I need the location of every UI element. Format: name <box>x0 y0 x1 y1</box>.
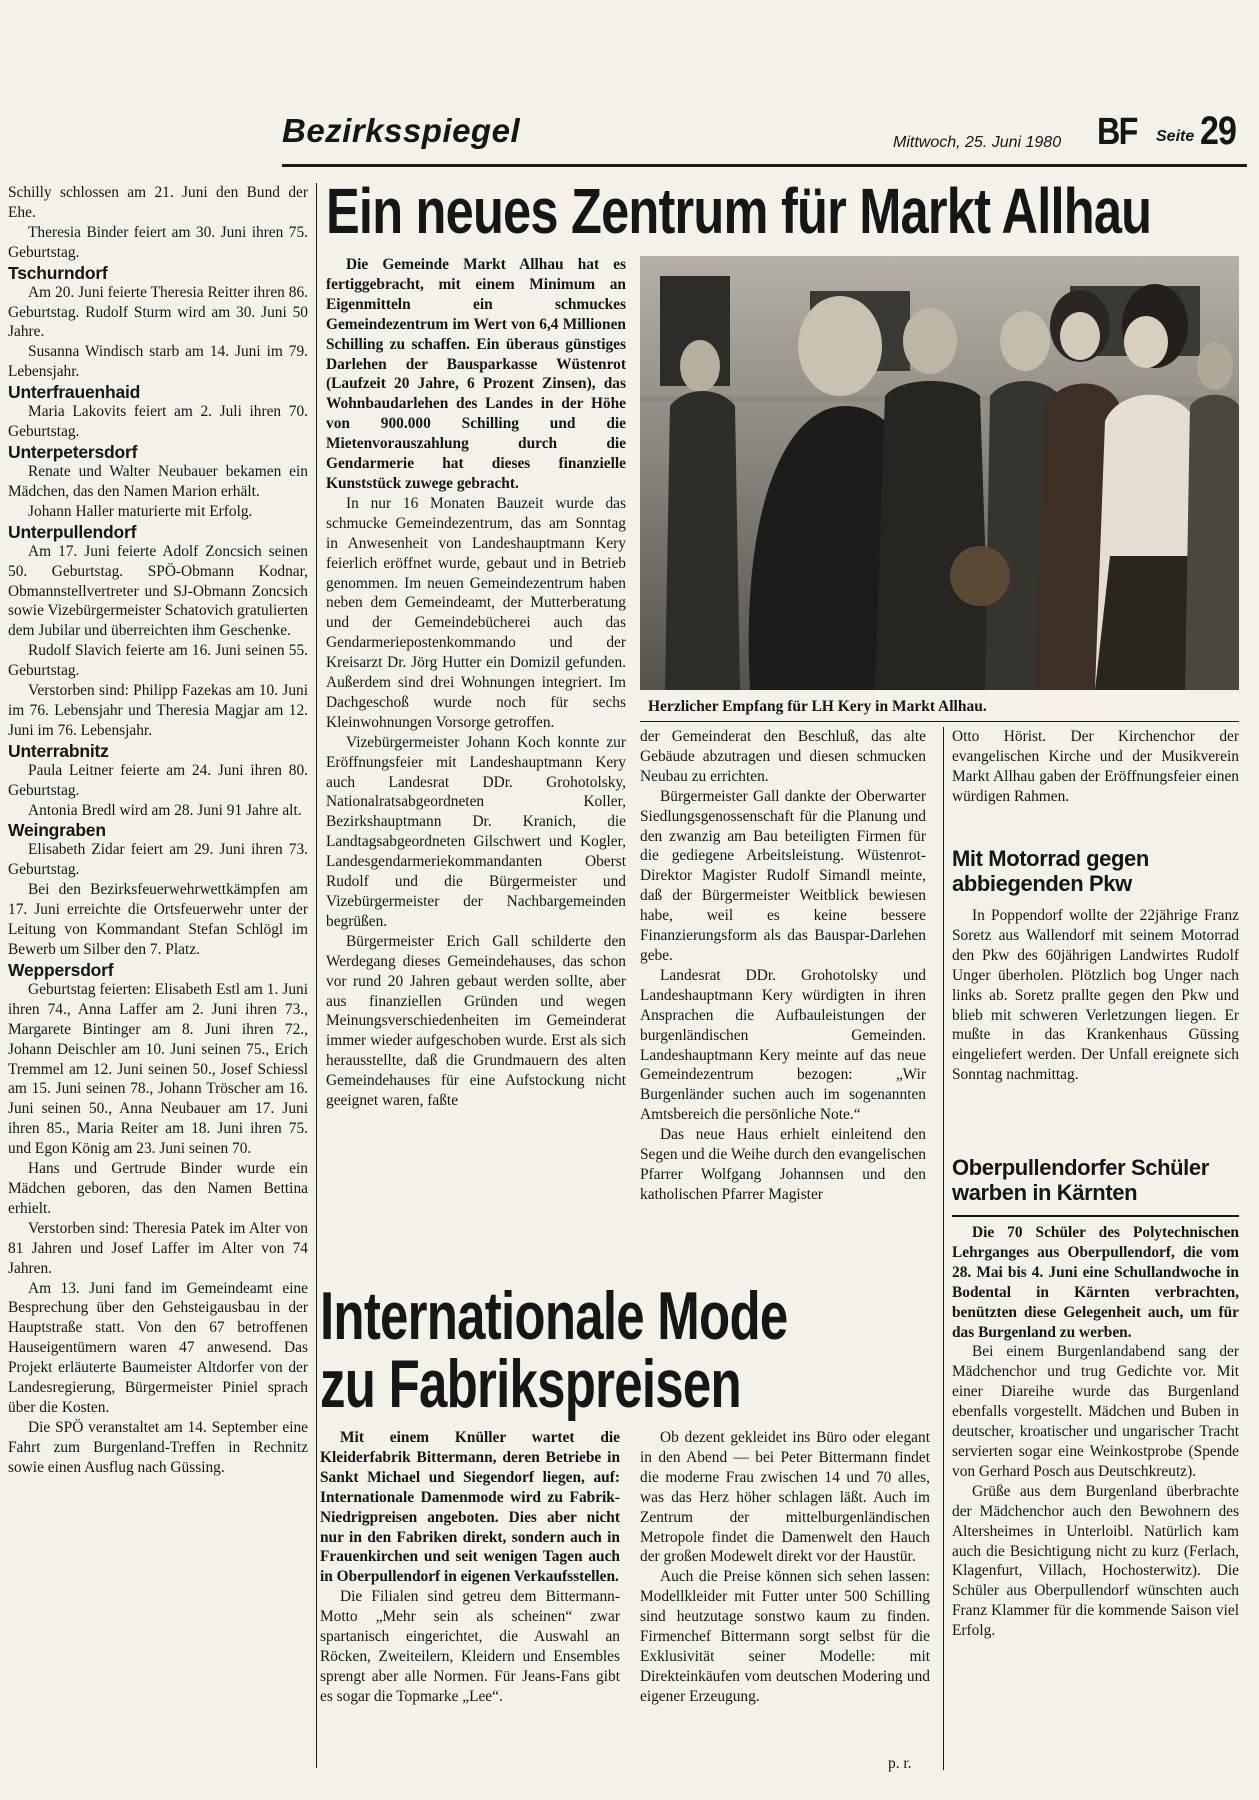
issue-date: Mittwoch, 25. Juni 1980 <box>893 134 1062 151</box>
paragraph: Grüße aus dem Burgenland überbrachte der Mädchenchor auch den Bewohnern des Altersheimes in Unterloibl. Natürlich kam auch die Besichtigung nicht zu kurz (Ferlach, Klagenfurt, Villach, Hochosterwitz). Die Schüler aus Oberpullendorf wünschten auch Franz Klammer für die kommende Saison viel Erfolg. <box>952 1482 1239 1640</box>
place-heading: Unterrabnitz <box>8 740 109 761</box>
accident-article <box>952 840 1239 1140</box>
paragraph: Am 20. Juni feierte Theresia Reitter ihren 86. Geburtstag. Rudolf Sturm wird am 30. Juni 50 Jahre. <box>8 283 308 341</box>
school-article <box>952 1145 1239 1785</box>
fashion-headline-line2: zu Fabrikspreisen <box>320 1346 741 1422</box>
paragraph: Die SPÖ veranstaltet am 14. September eine Fahrt zum Burgenland-Treffen in Rechnitz sowie einen Ausflug nach Güssing. <box>8 1418 308 1476</box>
paragraph: Landesrat DDr. Grohotolsky und Landeshauptmann Kery würdigten in ihren Ansprachen die Aufbauleistungen der burgenländischen Gemeinden. Landeshauptmann Kery meinte auf das neue Gemeindezentrum bezogen: „Wir Burgenländer suchen auch im sogenannten Amtsbereich die persönliche Note.“ <box>640 966 926 1124</box>
paragraph: Schilly schlossen am 21. Juni den Bund der Ehe. <box>8 184 308 221</box>
paragraph: Bei einem Burgenlandabend sang der Mädchenchor und trug Gedichte vor. Mit einer Diareihe wurde das Burgenland ebenfalls vorgestellt. Mädchen und Buben in deutscher, kroatischer und ungarischer Tracht servierten sogar eine Weinkostprobe (Spende von Gerhard Posch aus Deutschkreutz). <box>952 1343 1239 1480</box>
caption-rule <box>640 721 1239 722</box>
paragraph: In nur 16 Monaten Bauzeit wurde das schmucke Gemeindezentrum, das am Sonntag in Anwesenheit von Landeshauptmann Kery feierlich eröffnet wurde, gebaut und in Betrieb genommen. Im neuen Gemeindezentrum haben neben dem Gemeindeamt, der Mutterberatung und der Gemeindebücherei auch das Gendarmeriepostenkommando und der Kreisarzt Dr. Jörg Hutter ein Domizil gefunden. Außerdem sind drei Wohnungen integriert. Im Dachgeschoß wurde noch für sechs Kleinwohnungen Vorsorge getroffen. <box>326 494 626 731</box>
paragraph: Bei den Bezirksfeuerwehrwettkämpfen am 17. Juni erreichte die Ortsfeuerwehr unter der Leitung von Kommandant Stefan Schlögl im Bewerb um Silber den 7. Platz. <box>8 881 308 958</box>
school-headline-rule <box>952 1215 1239 1217</box>
advertorial-signature: p. r. <box>888 1755 912 1772</box>
paragraph: Verstorben sind: Philipp Fazekas am 10. Juni im 76. Lebensjahr und Theresia Magjar am 12. Juni im 76. Lebensjahr. <box>8 682 308 739</box>
column-divider-school <box>943 1290 944 1770</box>
page-number: 29 <box>1200 109 1237 153</box>
paper-logo: BF <box>1097 111 1137 153</box>
local-news-column <box>8 183 308 1783</box>
place-heading: Unterpetersdorf <box>8 441 138 462</box>
place-heading: Unterfrauenhaid <box>8 382 141 403</box>
paragraph: Am 13. Juni fand im Gemeindeamt eine Besprechung über den Gehsteigausbau in der Hauptstraße statt. Von den 67 betroffenen Hauseigentümern waren 47 anwesend. Das Projekt erläuterte Baumeister Altdorfer von der Landesregierung, Bürgermeister Piniel sprach über die Kosten. <box>8 1279 308 1416</box>
page-header <box>0 0 1259 172</box>
place-heading: Weingraben <box>8 820 106 841</box>
paragraph: Maria Lakovits feiert am 2. Juli ihren 70. Geburtstag. <box>8 403 308 441</box>
article-column <box>640 727 926 1287</box>
paragraph: Mit einem Knüller wartet die Kleiderfabrik Bittermann, deren Betriebe in Sankt Michael und Siegendorf liegen, auf: Internationale Damenmode wird zu Fabrik-Niedrigpreisen angeboten. Dies aber nicht nur in den Fabriken direkt, sondern auch in Frauenkirchen und seit wenigen Tagen auch in Oberpullendorf in eigenen Verkaufsstellen. <box>320 1429 620 1586</box>
paragraph: Hans und Gertrude Binder wurde ein Mädchen geboren, das den Namen Bettina erhielt. <box>8 1160 308 1217</box>
news-photo <box>640 256 1239 690</box>
article-column <box>952 727 1239 827</box>
place-heading: Weppersdorf <box>8 959 114 980</box>
accident-headline: Mit Motorrad gegen abbiegenden Pkw <box>952 846 1149 896</box>
paragraph: Die Gemeinde Markt Allhau hat es fertiggebracht, mit einem Minimum an Eigenmitteln ein schmuckes Gemeindezentrum im Wert von 6,4 Millionen Schilling zu schaffen. Ein überaus günstiges Darlehen der Bausparkasse Wüstenrot (Laufzeit 20 Jahre, 6 Prozent Zinsen), das Wohnbaudarlehen des Landes in der Höhe von 900.000 Schilling und die Mietenvorauszahlung durch die Gendarmerie hat dieses finanzielle Kunststück zuwege gebracht. <box>326 256 626 492</box>
paragraph: der Gemeinderat den Beschluß, das alte Gebäude abzutragen und diesen schmucken Neubau zu errichten. <box>640 728 926 785</box>
article-headline: Ein neues Zentrum für Markt Allhau <box>326 175 1152 247</box>
paragraph: Geburtstag feierten: Elisabeth Estl am 1. Juni ihren 74., Anna Laffer am 2. Juni ihren 73., Margarete Bintinger am 8. Juni ihren 72., Johann Deischler am 10. Juni seinen 75., Erich Tremmel am 12. Juni seinen 50., Josef Schiessl am 15. Juni seinen 78., Johann Tröscher am 16. Juni seinen 50., Anna Neubauer am 17. Juni ihren 85., Maria Reiter am 18. Juni ihren 75. und Egon König am 23. Juni seinen 70. <box>8 980 308 1158</box>
column-divider-left <box>316 183 317 1768</box>
paragraph: Die Filialen sind getreu dem Bittermann-Motto „Mehr sein als scheinen“ zwar spartanisch eingerichtet, die Auswahl an Röcken, Zweiteilern, Kleidern und Ensembles sprengt aber alle Normen. Für Jeans-Fans gibt es sogar die Topmarke „Lee“. <box>320 1588 620 1705</box>
paragraph: Renate und Walter Neubauer bekamen ein Mädchen, das den Namen Marion erhält. <box>8 462 308 500</box>
paragraph: Verstorben sind: Theresia Patek im Alter von 81 Jahren und Josef Laffer im Alter von 74 Jahren. <box>8 1219 308 1277</box>
paragraph: Johann Haller maturierte mit Erfolg. <box>28 502 253 520</box>
paragraph: Otto Hörist. Der Kirchenchor der evangelischen Kirche und der Musikverein Markt Allhau gaben der Eröffnungsfeier einen würdigen Rahmen. <box>952 728 1239 805</box>
paragraph: Am 17. Juni feierte Adolf Zoncsich seinen 50. Geburtstag. SPÖ-Obmann Kodnar, Obmannstellvertreter und SJ-Obmann Zoncsich sowie Vizebürgermeister Schatovich gratulierten dem Jubilar und überreichten ihm Geschenke. <box>8 542 308 640</box>
page-label: Seite <box>1156 128 1195 145</box>
paragraph: Antonia Bredl wird am 28. Juni 91 Jahre alt. <box>28 801 302 819</box>
paragraph: In Poppendorf wollte der 22jährige Franz Soretz aus Wallendorf mit seinem Motorrad den Pkw des 60jährigen Landwirtes Rudolf Unger überholen. Plötzlich bog Unger nach links ab. Soretz prallte gegen den Pkw und blieb mit schweren Verletzungen liegen. Er mußte in das Krankenhaus Güssing eingeliefert werden. Der Unfall ereignete sich Sonntag nachmittag. <box>952 907 1239 1084</box>
paragraph: Das neue Haus erhielt einleitend den Segen und die Weihe durch den evangelischen Pfarrer Wolfgang Johannsen und den katholischen Pfarrer Magister <box>640 1126 926 1203</box>
photo-caption: Herzlicher Empfang für LH Kery in Markt Allhau. <box>648 698 987 715</box>
place-heading: Tschurndorf <box>8 262 108 283</box>
article-column <box>326 255 626 1265</box>
header-rule <box>282 164 1247 167</box>
fashion-headline-line1: Internationale Mode <box>320 1278 788 1354</box>
paragraph: Elisabeth Zidar feiert am 29. Juni ihren 73. Geburtstag. <box>8 841 308 879</box>
fashion-column <box>640 1428 930 1788</box>
paragraph: Theresia Binder feiert am 30. Juni ihren 75. Geburtstag. <box>8 223 308 261</box>
paragraph: Auch die Preise können sich sehen lassen: Modellkleider mit Futter unter 500 Schilling sind heutzutage sonstwo kaum zu finden. Firmenchef Bittermann sorgt selbst für die Exklusivität seiner Modelle: mit Direkteinkäufen vom deutschen Modering und eigener Erzeugung. <box>640 1568 930 1705</box>
paragraph: Ob dezent gekleidet ins Büro oder elegant in den Abend — bei Peter Bittermann findet die moderne Frau zwischen 14 und 70 alles, was das Herz höher schlagen läßt. Auch im Zentrum der mittelburgenländischen Metropole findet die Damenwelt den Hauch der großen Modewelt direkt vor der Haustür. <box>640 1429 930 1566</box>
paragraph: Rudolf Slavich feierte am 16. Juni seinen 55. Geburtstag. <box>8 642 308 680</box>
paragraph: Vizebürgermeister Johann Koch konnte zur Eröffnungsfeier mit Landeshauptmann Kery auch Landesrat DDr. Grohotolsky, Nationalratsabgeordneten Koller, Bezirkshauptmann Dr. Kranich, die Landtagsabgeordneten Gilschwert und Kogler, Landesgendarmeriekommandanten Oberst Rudolf und die Bürgermeister und Vizebürgermeister der Nachbargemeinden begrüßen. <box>326 733 626 930</box>
school-headline: Oberpullendorfer Schüler warben in Kärnten <box>952 1155 1209 1205</box>
paragraph: Susanna Windisch starb am 14. Juni im 79. Lebensjahr. <box>8 343 308 381</box>
paragraph: Bürgermeister Erich Gall schilderte den Werdegang dieses Gemeindehauses, das schon vor rund 20 Jahren gebaut werden sollte, aber aus finanziellen Gründen und wegen Meinungsverschiedenheiten im Gemeinderat immer wieder aufgeschoben wurde. Erst als sich herausstellte, daß die Grundmauern des alten Gemeindehauses für eine Aufstockung nicht geeignet waren, faßte <box>326 932 626 1110</box>
fashion-column <box>320 1428 620 1788</box>
paragraph: Paula Leitner feierte am 24. Juni ihren 80. Geburtstag. <box>8 761 308 799</box>
paragraph: Bürgermeister Gall dankte der Oberwarter Siedlungsgenossenschaft für die Planung und den zwanzig am Bau beteiligten Firmen für die gediegene Arbeitsleistung. Wüstenrot-Direktor Magister Rudolf Simandl meinte, daß der Bürgermeister Weitblick bewiesen habe, weil es keine bessere Finanzierungsform als das Bauspar-Darlehen gebe. <box>640 787 926 964</box>
paragraph: Die 70 Schüler des Polytechnischen Lehrganges aus Oberpullendorf, die vom 28. Mai bis 4. Juni eine Schullandwoche in Bodental in Kärnten verbrachten, benützten diese Gelegenheit auch, um für das Burgenland zu werben. <box>952 1224 1239 1341</box>
column-divider-right <box>943 727 944 1307</box>
place-heading: Unterpullendorf <box>8 521 137 542</box>
section-title: Bezirksspiegel <box>282 112 521 149</box>
